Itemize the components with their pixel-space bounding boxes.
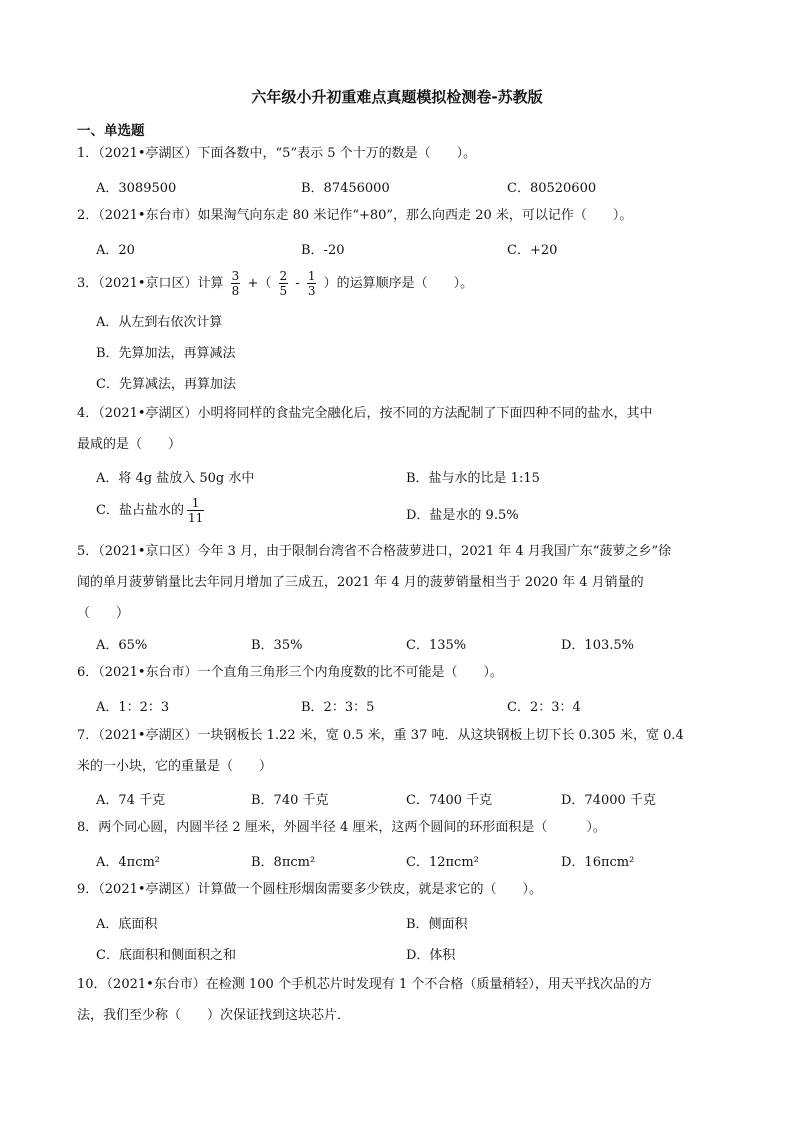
option-b[interactable]: B．侧面积 [406,917,468,932]
option-c[interactable]: C．7400 千克 [406,793,493,808]
question-10-line-1: 10．（2021•东台市）在检测 100 个手机芯片时发现有 1 个不合格（质量稍轻），用天平找次品的方 [77,977,652,992]
page-title: 六年级小升初重难点真题模拟检测卷-苏教版 [251,88,543,106]
option-d[interactable]: D．103.5% [561,638,634,653]
question-5-options [96,634,716,658]
question-8: 8．两个同心圆，内圆半径 2 厘米，外圆半径 4 厘米，这两个圆间的环形面积是（ ）。 [77,820,606,835]
question-10-line-2: 法，我们至少称（ ）次保证找到这块芯片． [77,1008,351,1023]
question-1-options [96,177,716,201]
option-a[interactable]: A．65% [96,638,148,653]
option-c[interactable]: C．80520600 [507,181,597,196]
question-1: 1．（2021•亭湖区）下面各数中，“5”表示 5 个十万的数是（ ）。 [77,146,477,161]
question-4-line-1: 4．（2021•亭湖区）小明将同样的食盐完全融化后，按不同的方法配制了下面四种不同的盐水，其中 [77,406,653,421]
question-10 [77,969,722,1031]
option-b[interactable]: B．87456000 [301,181,390,196]
question-9: 9．（2021•亭湖区）计算做一个圆柱形烟囱需要多少铁皮，就是求它的（ ）。 [77,882,543,897]
fraction: $\frac{2}{5}$ [279,269,288,298]
question-2: 2．（2021•东台市）如果淘气向东走 80 米记作“+80”，那么向西走 20 米，可以记作（ ）。 [77,208,633,223]
question-5 [77,536,722,629]
question-4 [77,398,722,460]
option-d[interactable]: D．74000 千克 [561,793,656,808]
fraction: $\frac{1}{3}$ [307,269,316,298]
option-a[interactable]: A．将 4g 盐放入 50g 水中 [96,471,255,486]
option-d[interactable]: D．盐是水的 9.5% [406,508,519,523]
question-3-prefix: 3．（2021•京口区）计算 [77,276,224,291]
question-4-line-2: 最咸的是（ ） [77,437,182,452]
option-b[interactable]: B．8πcm² [251,855,316,870]
question-6-options [96,696,716,720]
question-3-operator: +（ [247,276,272,291]
option-a[interactable]: A．底面积 [96,917,158,932]
option-a[interactable]: A．从左到右依次计算 [96,315,223,330]
option-a[interactable]: A．1：2：3 [96,700,170,715]
option-b[interactable]: B．-20 [301,243,345,258]
option-c[interactable]: C．底面积和侧面积之和 [96,948,236,963]
question-4-options-row-2 [96,496,716,530]
option-b[interactable]: B．先算加法，再算减法 [96,346,236,361]
fraction: $\frac{3}{8}$ [231,269,240,298]
option-d[interactable]: D．16πcm² [561,855,635,870]
question-5-line-2: 闻的单月菠萝销量比去年同月增加了三成五，2021 年 4 月的菠萝销量相当于 2020 年 4 月销量的 [77,575,644,590]
option-c[interactable]: C．+20 [507,243,558,258]
question-5-line-3: （ ） [77,606,130,621]
option-b[interactable]: B．2：3：5 [301,700,375,715]
question-7-options [96,789,716,813]
option-a[interactable]: A．3089500 [96,181,177,196]
question-5-line-1: 5．（2021•京口区）今年 3 月，由于限制台湾省不合格菠萝进口，2021 年 4 月我国广东“菠萝之乡”徐 [77,544,672,559]
option-a[interactable]: A．74 千克 [96,793,166,808]
question-2-options [96,239,716,263]
option-c[interactable]: C．2：3：4 [507,700,581,715]
question-6: 6．（2021•东台市）一个直角三角形三个内角度数的比不可能是（ ）。 [77,665,504,680]
option-c[interactable]: C．先算减法，再算加法 [96,377,236,392]
option-a[interactable]: A．4πcm² [96,855,161,870]
question-3-operator: - [295,276,300,291]
question-7 [77,720,722,782]
question-9-options-row-1 [96,913,716,937]
option-b[interactable]: B．740 千克 [251,793,329,808]
question-9-options-row-2 [96,944,716,968]
option-c[interactable]: C．12πcm² [406,855,479,870]
question-3 [77,266,722,302]
question-8-options [96,851,716,875]
section-heading: 一、单选题 [77,123,145,139]
fraction: $\frac{1}{11}$ [187,496,204,525]
option-b[interactable]: B．35% [251,638,303,653]
question-7-line-2: 米的一小块，它的重量是（ ） [77,759,273,774]
option-c[interactable]: C．盐占盐水的 $\frac{1}{11}$ [96,496,204,525]
question-7-line-1: 7．（2021•亭湖区）一块钢板长 1.22 米，宽 0.5 米，重 37 吨．从这块钢板上切下长 0.305 米，宽 0.4 [77,728,684,743]
question-3-suffix: ）的运算顺序是（ ）。 [323,276,474,291]
option-b[interactable]: B．盐与水的比是 1:15 [406,471,540,486]
option-a[interactable]: A．20 [96,243,135,258]
option-c[interactable]: C．135% [406,638,467,653]
question-4-options-row-1 [96,467,716,491]
option-d[interactable]: D．体积 [406,948,456,963]
